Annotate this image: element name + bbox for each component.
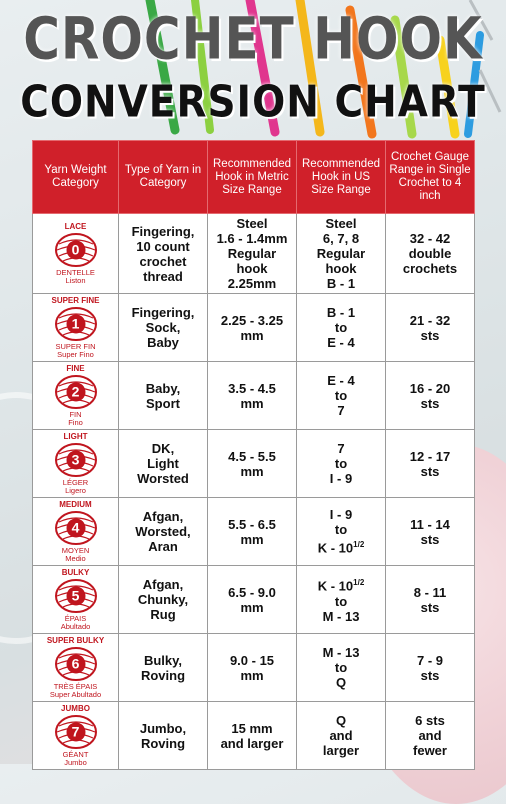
gauge-cell	[386, 214, 475, 294]
us-hook-line: to	[334, 456, 348, 471]
gauge-line: crochets	[402, 261, 458, 276]
yarn-type-cell	[119, 634, 208, 702]
us-hook-line: to	[334, 320, 348, 335]
us-hook-line: B - 1	[326, 305, 356, 320]
metric-hook-line: mm	[240, 667, 264, 683]
metric-hook-line: mm	[240, 531, 264, 547]
us-hook-cell	[297, 294, 386, 362]
header-metric-hook: Recommended Hook in Metric Size Range	[208, 141, 297, 214]
metric-hook-line: mm	[240, 395, 264, 411]
us-hook-cell	[297, 214, 386, 294]
metric-hook-line: 5.5 - 6.5	[228, 516, 276, 532]
gauge-line: 16 - 20	[409, 380, 451, 396]
us-hook-line: 7	[337, 403, 345, 418]
yarn-weight-cell	[33, 498, 119, 566]
weight-category-spanish: Liston	[65, 276, 86, 285]
weight-category-name: MEDIUM	[59, 500, 92, 509]
us-hook-line: B - 1	[326, 276, 356, 291]
yarn-weight-cell	[33, 294, 119, 362]
us-hook-line: K - $10^{1/2}$	[317, 578, 365, 594]
metric-hook-line: 1.6 - 1.4mm	[216, 231, 288, 246]
gauge-line: 8 - 11	[413, 584, 447, 600]
gauge-line: fewer	[413, 743, 447, 758]
gauge-line: 21 - 32	[409, 312, 451, 328]
us-hook-line: 6, 7, 8	[322, 231, 360, 246]
weight-category-name: JUMBO	[61, 704, 90, 713]
us-hook-line: Regular hook	[316, 246, 366, 276]
weight-category-spanish: Jumbo	[64, 758, 87, 767]
us-hook-cell	[297, 566, 386, 634]
gauge-line: sts	[420, 463, 440, 479]
metric-hook-line: mm	[240, 463, 264, 479]
gauge-line: double	[408, 246, 452, 261]
gauge-cell	[386, 294, 475, 362]
weight-category-french: GÉANT	[62, 750, 89, 759]
table-row	[33, 702, 475, 770]
us-hook-line: I - 9	[329, 507, 353, 523]
chart-title-line1: CROCHET HOOK	[23, 5, 483, 73]
us-hook-line: larger	[322, 743, 360, 758]
us-hook-line: K - $10^{1/2}$	[317, 540, 365, 556]
metric-hook-line: 6.5 - 9.0	[228, 584, 276, 600]
us-hook-line: and	[329, 728, 353, 743]
weight-category-spanish: Medio	[65, 554, 86, 563]
weight-category-spanish: Ligero	[65, 486, 86, 495]
metric-hook-line: Regular hook	[227, 246, 277, 276]
metric-hook-cell	[208, 214, 297, 294]
weight-number-badge: 2	[66, 383, 85, 402]
metric-hook-line: mm	[240, 327, 264, 343]
weight-category-spanish: Abultado	[60, 622, 91, 631]
yarn-type-cell	[119, 566, 208, 634]
yarn-type-line: Chunky,	[137, 592, 189, 607]
yarn-type-line: 10 count	[136, 238, 190, 254]
yarn-type-line: Baby	[147, 335, 179, 350]
weight-category-name: BULKY	[61, 568, 90, 577]
half-fraction: 1/2	[353, 578, 365, 588]
us-hook-line: to	[334, 522, 348, 538]
gauge-line: sts	[420, 531, 440, 547]
us-hook-line: to	[334, 593, 348, 609]
metric-hook-line: 9.0 - 15	[229, 652, 275, 668]
weight-category-name: FINE	[66, 364, 85, 373]
conversion-table	[32, 140, 475, 770]
metric-hook-line: Steel	[236, 216, 268, 231]
gauge-cell	[386, 702, 475, 770]
weight-number-badge: 1	[66, 315, 85, 334]
gauge-line: 32 - 42	[409, 231, 451, 246]
yarn-type-line: Fingering,	[131, 305, 195, 320]
yarn-type-line: Fingering,	[131, 223, 195, 239]
weight-category-name: SUPER BULKY	[46, 636, 105, 645]
half-fraction: 1/2	[353, 540, 365, 550]
gauge-line: and	[418, 728, 442, 743]
conversion-table-container	[32, 140, 474, 770]
yarn-weight-cell	[33, 430, 119, 498]
table-row	[33, 498, 475, 566]
gauge-line: 7 - 9	[416, 652, 443, 668]
weight-category-name: SUPER FINE	[51, 296, 100, 305]
us-hook-line: M - 13	[322, 608, 360, 624]
gauge-line: 12 - 17	[409, 448, 451, 464]
yarn-ball-icon	[54, 442, 98, 478]
gauge-line: sts	[420, 395, 440, 411]
weight-number-badge: 5	[66, 587, 85, 606]
yarn-type-line: thread	[143, 268, 183, 284]
metric-hook-line: 15 mm	[231, 720, 273, 736]
yarn-type-line: Light	[147, 456, 179, 471]
gauge-line: sts	[420, 327, 440, 343]
weight-category-french: FIN	[69, 410, 82, 419]
us-hook-line: to	[334, 660, 348, 675]
weight-number-badge: 0	[66, 241, 85, 260]
yarn-type-line: Afgan,	[142, 509, 184, 524]
weight-category-spanish: Super Abultado	[49, 690, 102, 699]
yarn-ball-icon	[54, 374, 98, 410]
yarn-type-line: Bulky,	[143, 652, 183, 668]
weight-category-spanish: Fino	[68, 418, 83, 427]
weight-category-french: TRÈS ÉPAIS	[53, 682, 98, 691]
yarn-type-cell	[119, 498, 208, 566]
yarn-type-line: Sock,	[145, 320, 181, 335]
chart-title-line2: CONVERSION CHART	[20, 77, 486, 128]
table-header-row	[33, 141, 475, 214]
gauge-cell	[386, 634, 475, 702]
yarn-type-line: Sport	[146, 395, 180, 411]
yarn-weight-cell	[33, 566, 119, 634]
weight-category-french: LÉGER	[62, 478, 89, 487]
yarn-type-line: DK,	[151, 441, 175, 456]
us-hook-line: I - 9	[329, 471, 353, 486]
gauge-cell	[386, 362, 475, 430]
yarn-weight-cell	[33, 362, 119, 430]
yarn-type-cell	[119, 214, 208, 294]
yarn-type-line: Roving	[140, 667, 186, 683]
table-row	[33, 566, 475, 634]
gauge-line: sts	[420, 599, 440, 615]
metric-hook-cell	[208, 430, 297, 498]
yarn-type-line: Jumbo,	[139, 720, 187, 736]
metric-hook-line: 4.5 - 5.5	[228, 448, 276, 464]
header-gauge: Crochet Gauge Range in Single Crochet to 4 inch	[386, 141, 475, 214]
weight-category-french: DENTELLE	[56, 268, 95, 277]
metric-hook-cell	[208, 362, 297, 430]
gauge-line: 6 sts	[415, 713, 445, 728]
metric-hook-line: and larger	[220, 735, 284, 751]
us-hook-cell	[297, 498, 386, 566]
yarn-type-line: crochet	[139, 253, 187, 269]
table-row	[33, 634, 475, 702]
gauge-cell	[386, 430, 475, 498]
yarn-type-line: Baby,	[145, 380, 181, 396]
yarn-type-cell	[119, 430, 208, 498]
us-hook-line: to	[334, 388, 348, 403]
weight-category-french: MOYEN	[61, 546, 90, 555]
gauge-cell	[386, 498, 475, 566]
header-yarn-type: Type of Yarn in Category	[119, 141, 208, 214]
weight-category-french: ÉPAIS	[64, 614, 87, 623]
us-hook-line: E - 4	[327, 373, 355, 388]
metric-hook-cell	[208, 634, 297, 702]
yarn-type-line: Aran	[148, 539, 178, 554]
weight-number-badge: 4	[66, 519, 85, 538]
yarn-ball-icon	[54, 306, 98, 342]
metric-hook-cell	[208, 498, 297, 566]
table-row	[33, 294, 475, 362]
yarn-weight-cell	[33, 634, 119, 702]
us-hook-line: Q	[335, 675, 347, 690]
us-hook-cell	[297, 634, 386, 702]
metric-hook-cell	[208, 702, 297, 770]
us-hook-cell	[297, 430, 386, 498]
weight-category-name: LIGHT	[63, 432, 88, 441]
metric-hook-line: 2.25mm	[227, 276, 277, 291]
weight-category-spanish: Super Fino	[57, 350, 94, 359]
yarn-ball-icon	[54, 646, 98, 682]
yarn-type-cell	[119, 294, 208, 362]
gauge-cell	[386, 566, 475, 634]
yarn-type-line: Rug	[150, 607, 176, 622]
yarn-ball-icon	[54, 578, 98, 614]
yarn-ball-icon	[54, 232, 98, 268]
table-row	[33, 362, 475, 430]
us-hook-line: E - 4	[327, 335, 355, 350]
yarn-weight-cell	[33, 702, 119, 770]
us-hook-cell	[297, 362, 386, 430]
weight-number-badge: 3	[66, 451, 85, 470]
us-hook-line: 7	[337, 441, 345, 456]
header-us-hook: Recommended Hook in US Size Range	[297, 141, 386, 214]
metric-hook-line: 2.25 - 3.25	[220, 312, 284, 328]
gauge-line: sts	[420, 667, 440, 683]
us-hook-cell	[297, 702, 386, 770]
us-hook-line: Steel	[325, 216, 357, 231]
yarn-weight-cell	[33, 214, 119, 294]
yarn-ball-icon	[54, 510, 98, 546]
table-row	[33, 214, 475, 294]
weight-category-french: SUPER FIN	[55, 342, 96, 351]
metric-hook-cell	[208, 294, 297, 362]
metric-hook-cell	[208, 566, 297, 634]
yarn-type-cell	[119, 362, 208, 430]
us-hook-line: Q	[335, 713, 347, 728]
weight-category-name: LACE	[64, 222, 87, 231]
us-hook-line: M - 13	[322, 645, 360, 660]
metric-hook-line: 3.5 - 4.5	[228, 380, 276, 396]
yarn-ball-icon	[54, 714, 98, 750]
weight-number-badge: 6	[66, 655, 85, 674]
header-yarn-weight: Yarn Weight Category	[33, 141, 119, 214]
yarn-type-line: Worsted,	[135, 524, 191, 539]
yarn-type-line: Worsted	[137, 471, 189, 486]
gauge-line: 11 - 14	[410, 516, 450, 532]
yarn-type-line: Roving	[140, 735, 186, 751]
yarn-type-line: Afgan,	[142, 577, 184, 592]
table-row	[33, 430, 475, 498]
weight-number-badge: 7	[66, 723, 85, 742]
metric-hook-line: mm	[240, 599, 264, 615]
yarn-type-cell	[119, 702, 208, 770]
